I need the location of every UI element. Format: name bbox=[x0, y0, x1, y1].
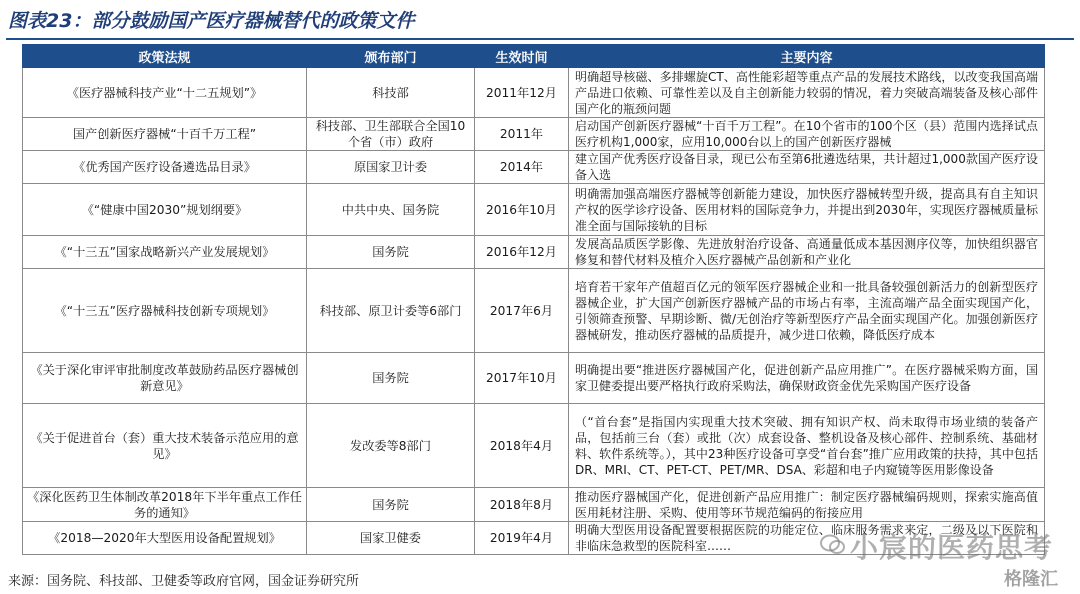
dept-cell: 科技部 bbox=[307, 68, 475, 118]
content-cell: 明确提出要“推进医疗器械国产化，促进创新产品应用推广”。在医疗器械采购方面，国家卫健委提出要严格执行政府采购法，确保财政资金优先采购国产医疗设备 bbox=[569, 353, 1045, 404]
content-cell: 启动国产创新医疗器械“十百千万工程”。在10个省市的100个区（县）范围内选择试点医疗机构1,000家，应用10,000台以上的国产创新医疗器械 bbox=[569, 118, 1045, 151]
table-row bbox=[23, 236, 1045, 269]
dept-cell: 中共中央、国务院 bbox=[307, 184, 475, 236]
table-row bbox=[23, 118, 1045, 151]
watermark-brand: 格隆汇 bbox=[1004, 569, 1058, 590]
content-cell: 明确超导核磁、多排螺旋CT、高性能彩超等重点产品的发展技术路线，以改变我国高端产品进口依赖、可靠性差以及自主创新能力较弱的情况，着力突破高端装备及核心部件国产化的瓶颈问题 bbox=[569, 68, 1045, 118]
header-content: 主要内容 bbox=[569, 45, 1045, 68]
policy-cell: 《优秀国产医疗设备遴选品目录》 bbox=[23, 151, 307, 184]
table-row bbox=[23, 68, 1045, 118]
table-header-row bbox=[23, 45, 1045, 68]
header-policy: 政策法规 bbox=[23, 45, 307, 68]
date-cell: 2011年 bbox=[475, 118, 569, 151]
content-cell: 培育若干家年产值超百亿元的领军医疗器械企业和一批具备较强创新活力的创新型医疗器械企业，扩大国产创新医疗器械产品的市场占有率，主流高端产品全面实现国产化，引领筛查预警、早期诊断、微/无创治疗等新型医疗产品全面实现国产化。加强创新医疗器械研发，推动医疗器械的品质提升，减少进口依赖，降低医疗成本 bbox=[569, 269, 1045, 353]
content-cell: 明确大型医用设备配置要根据医院的功能定位、临床服务需求来定，二级及以下医院和非临床急救型的医院科室…… bbox=[569, 522, 1045, 555]
content-cell: 明确需加强高端医疗器械等创新能力建设，加快医疗器械转型升级，提高具有自主知识产权的医学诊疗设备、医用材料的国际竞争力，并提出到2030年，实现医疗器械质量标准全面与国际接轨的目标 bbox=[569, 184, 1045, 236]
date-cell: 2011年12月 bbox=[475, 68, 569, 118]
content-cell: 发展高品质医学影像、先进放射治疗设备、高通量低成本基因测序仪等，加快组织器官修复和替代材料及植介入医疗器械产品创新和产业化 bbox=[569, 236, 1045, 269]
source-note: 来源：国务院、科技部、卫健委等政府官网，国金证券研究所 bbox=[8, 574, 360, 589]
date-cell: 2017年10月 bbox=[475, 353, 569, 404]
date-cell: 2018年8月 bbox=[475, 488, 569, 522]
content-cell: 推动医疗器械国产化，促进创新产品应用推广：制定医疗器械编码规则，探索实施高值医用耗材注册、采购、使用等环节规范编码的衔接应用 bbox=[569, 488, 1045, 522]
dept-cell: 国务院 bbox=[307, 488, 475, 522]
table-row bbox=[23, 488, 1045, 522]
header-dept: 颁布部门 bbox=[307, 45, 475, 68]
dept-cell: 国务院 bbox=[307, 236, 475, 269]
date-cell: 2019年4月 bbox=[475, 522, 569, 555]
date-cell: 2014年 bbox=[475, 151, 569, 184]
table-row bbox=[23, 404, 1045, 488]
policy-cell: 《2018—2020年大型医用设备配置规划》 bbox=[23, 522, 307, 555]
header-date: 生效时间 bbox=[475, 45, 569, 68]
policy-cell: 《“十三五”医疗器械科技创新专项规划》 bbox=[23, 269, 307, 353]
policy-cell: 《关于深化审评审批制度改革鼓励药品医疗器械创新意见》 bbox=[23, 353, 307, 404]
dept-cell: 原国家卫计委 bbox=[307, 151, 475, 184]
policy-cell: 《深化医药卫生体制改革2018年下半年重点工作任务的通知》 bbox=[23, 488, 307, 522]
figure-title-bar bbox=[6, 6, 1074, 40]
policy-cell: 国产创新医疗器械“十百千万工程” bbox=[23, 118, 307, 151]
content-cell: 建立国产优秀医疗设备目录，现已公布至第6批遴选结果，共计超过1,000款国产医疗设备入选 bbox=[569, 151, 1045, 184]
dept-cell: 国务院 bbox=[307, 353, 475, 404]
date-cell: 2016年10月 bbox=[475, 184, 569, 236]
dept-cell: 发改委等8部门 bbox=[307, 404, 475, 488]
table-row bbox=[23, 353, 1045, 404]
date-cell: 2017年6月 bbox=[475, 269, 569, 353]
policy-cell: 《关于促进首台（套）重大技术装备示范应用的意见》 bbox=[23, 404, 307, 488]
policy-cell: 《“健康中国2030”规划纲要》 bbox=[23, 184, 307, 236]
watermark-account: 小宸的医药思考 bbox=[850, 531, 1054, 564]
content-cell: （“首台套”是指国内实现重大技术突破、拥有知识产权、尚未取得市场业绩的装备产品，包括前三台（套）或批（次）成套设备、整机设备及核心部件、控制系统、基础材料、软件系统等。），其中23种医疗设备可享受“首台套”推广应用政策的扶持，其中包括DR、MRI、CT、PET-CT、PET/MR、DSA、彩超和电子内窥镜等医用影像设备 bbox=[569, 404, 1045, 488]
wechat-icon bbox=[820, 534, 846, 556]
dept-cell: 国家卫健委 bbox=[307, 522, 475, 555]
date-cell: 2016年12月 bbox=[475, 236, 569, 269]
figure-title: 图表23：部分鼓励国产医疗器械替代的政策文件 bbox=[8, 10, 415, 32]
table-row bbox=[23, 151, 1045, 184]
table-row bbox=[23, 184, 1045, 236]
policy-table bbox=[22, 44, 1045, 555]
date-cell: 2018年4月 bbox=[475, 404, 569, 488]
policy-cell: 《医疗器械科技产业“十二五规划”》 bbox=[23, 68, 307, 118]
policy-cell: 《“十三五”国家战略新兴产业发展规划》 bbox=[23, 236, 307, 269]
dept-cell: 科技部、原卫计委等6部门 bbox=[307, 269, 475, 353]
dept-cell: 科技部、卫生部联合全国10个省（市）政府 bbox=[307, 118, 475, 151]
table-row bbox=[23, 269, 1045, 353]
